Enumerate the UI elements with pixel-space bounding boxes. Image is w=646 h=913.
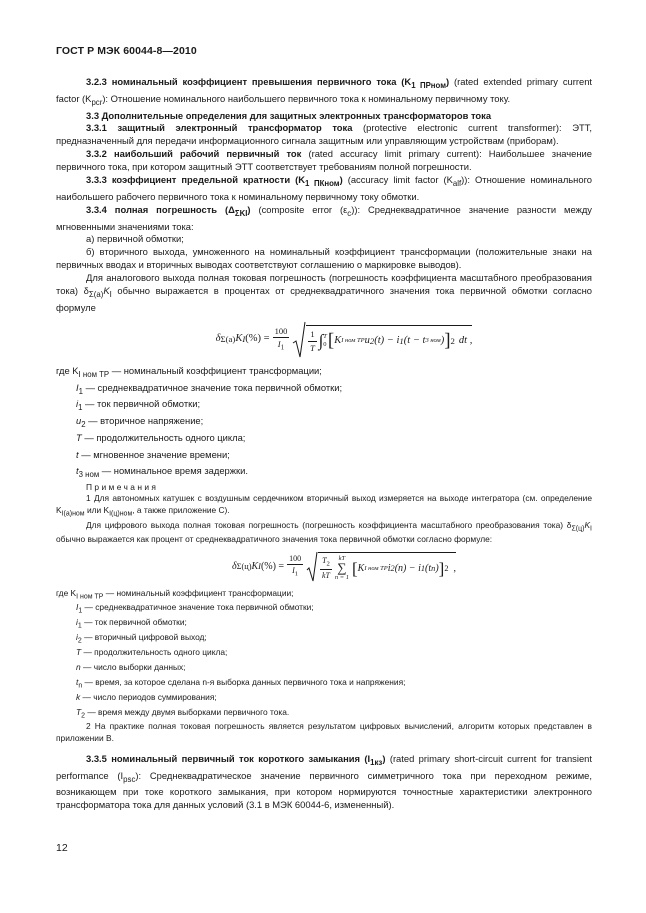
clause-3-3-4: 3.3.4 полная погрешность $(\Delta_{\Sigma KI})$ (composite error $(\varepsilon_c)$): Среднеквадратичное значение разности между мгновенными значениями тока: [56, 203, 592, 232]
symbol-def: T — продолжительность одного цикла; [76, 431, 246, 443]
clause-3-3-2: 3.3.2 наибольший рабочий первичный ток (rated accuracy limit primary current): Наибольшее значение первичного тока, при котором защитный ЭТТ соответствует требованиям полной погрешности. [56, 148, 593, 173]
where-intro-1: где $K_{I ном ТР}$ — номинальный коэффициент трансформации; [56, 364, 322, 379]
symbol-def: $t_{3 ном}$ — номинальное время задержки. [76, 465, 248, 480]
sqrt-sign [306, 551, 318, 583]
list-item-a: а) первичной обмотки; [86, 233, 184, 245]
note-2: 2 На практике полная токовая погрешность является результатом цифровых вычислений, алгоритм которых представлен в приложении В. [56, 721, 592, 743]
clause-3-3-5: 3.3.5 номинальный первичный ток короткого замыкания $(I_{1кз})$ (rated primary short-circuit current for transient performance $(I_{psc})$: Среднеквадратическое значение первичного симметричного тока при переходном режиме, возникающем при токе короткого замыкания, при котором нормируются точностные характеристики электронного трансформатора тока для данных условий (3.1 в МЭК 60044-6, измененный). [56, 752, 592, 811]
document-body [56, 76, 592, 812]
symbol-def: T — продолжительность одного цикла; [76, 647, 228, 658]
clause-3-3-1: 3.3.1 защитный электронный трансформатор тока (protective electronic current transformer): ЭТТ, предназначенный для передачи информационного сигнала защитным или управляющим устройствам (приборам). [56, 122, 592, 147]
list-item-b: б) вторичного выхода, умноженного на номинальный коэффициент трансформации (положительные знаки на первичных вводах и вторичных выводах соответствуют соглашению о маркировке выводов). [56, 246, 592, 271]
clause-3-3-3: 3.3.3 коэффициент предельной кратности $(K_{1 ПКном})$ (accuracy limit factor $(K_{alf})$): Отношение номинального наибольшего рабочего первичного тока к номинальному первичному току обмотки. [56, 174, 592, 202]
section-3-3-title: 3.3 Дополнительные определения для защитных электронных трансформаторов тока [86, 109, 492, 121]
symbol-list-1 [56, 382, 592, 483]
note-1: 1 Для автономных катушек с воздушным сердечником вторичный выход измеряется на выходе интегратора (см. определение $K_{I(a)ном}$ или $K_{I(ц)ном}$, а также приложение С). [56, 493, 592, 518]
sqrt-sign [292, 321, 306, 359]
page-header: ГОСТ Р МЭК 60044-8—2010 [56, 45, 197, 57]
symbol-def: $u_2$ — вторичное напряжение; [76, 415, 204, 429]
symbol-def: n — число выборки данных; [76, 661, 186, 672]
symbol-def: $I_1$ — среднеквадратичное значение тока первичной обмотки; [76, 602, 314, 616]
page-number: 12 [56, 842, 68, 854]
notes-block [56, 482, 592, 744]
symbol-def: $I_1$ — среднеквадратичное значение тока первичной обмотки; [76, 381, 343, 396]
symbol-def: $i_1$ — ток первичной обмотки; [76, 398, 201, 413]
digital-paragraph: Для цифрового выхода полная токовая погрешность (погрешность коэффициента масштабного преобразования тока) $\delta_{\Sigma(ц)}K_I$ обычно выражается как процент от среднеквадратичного значения тока первичной обмотки согласно формуле: [56, 519, 592, 545]
formula-digital: δ Σ(ц) K I (%) = $\frac{100}{I_1}$ $T_2$ kT kT ∑ n = 1 [ K I ном ТР i 2 (n) − i 1 (t n ) ] 2 , [96, 547, 592, 587]
symbol-def: $i_1$ — ток первичной обмотки; [76, 617, 187, 631]
symbol-def: k — число периодов суммирования; [76, 691, 217, 702]
formula-analog: δ Σ(a) K I (%) = $\frac{100}{I_1}$ 1 T ∫ T 0 [ K I ном ТР u 2 (t) − i 1 (t − t 3 ном ) ] 2 dt , [96, 317, 592, 363]
clause-3-2-3: 3.2.3 номинальный коэффициент превышения первичного тока $(K_{1 ПРном})$ (rated extended primary current factor $(K_{pcr})$: Отношение номинального наибольшего первичного тока к номинальному первичному току. [56, 76, 593, 107]
symbol-list-2 [56, 602, 592, 721]
where-intro-2: где $K_{I ном ТР}$ — номинальный коэффициент трансформации; [56, 587, 294, 601]
symbol-def: $t_n$ — время, за которое сделана n-я выборка данных первичного тока и напряжения; [76, 676, 406, 690]
symbol-def: t — мгновенное значение времени; [76, 448, 230, 460]
notes-title: Примечания [86, 482, 159, 493]
symbol-def: $i_2$ — вторичный цифровой выход; [76, 632, 207, 645]
analog-paragraph: Для аналогового выхода полная токовая погрешность (погрешность коэффициента масштабного преобразования тока) $\delta_{\Sigma(a)}K_I$ обычно выражается в процентах от среднеквадратичного значения тока первичной обмотки согласно формуле [56, 272, 592, 313]
symbol-def: $T_2$ — время между двумя выборками первичного тока. [76, 706, 290, 720]
clause-term: 3.2.3 номинальный коэффициент превышения первичного тока $(K_{1 ПРном})$ [86, 76, 450, 90]
